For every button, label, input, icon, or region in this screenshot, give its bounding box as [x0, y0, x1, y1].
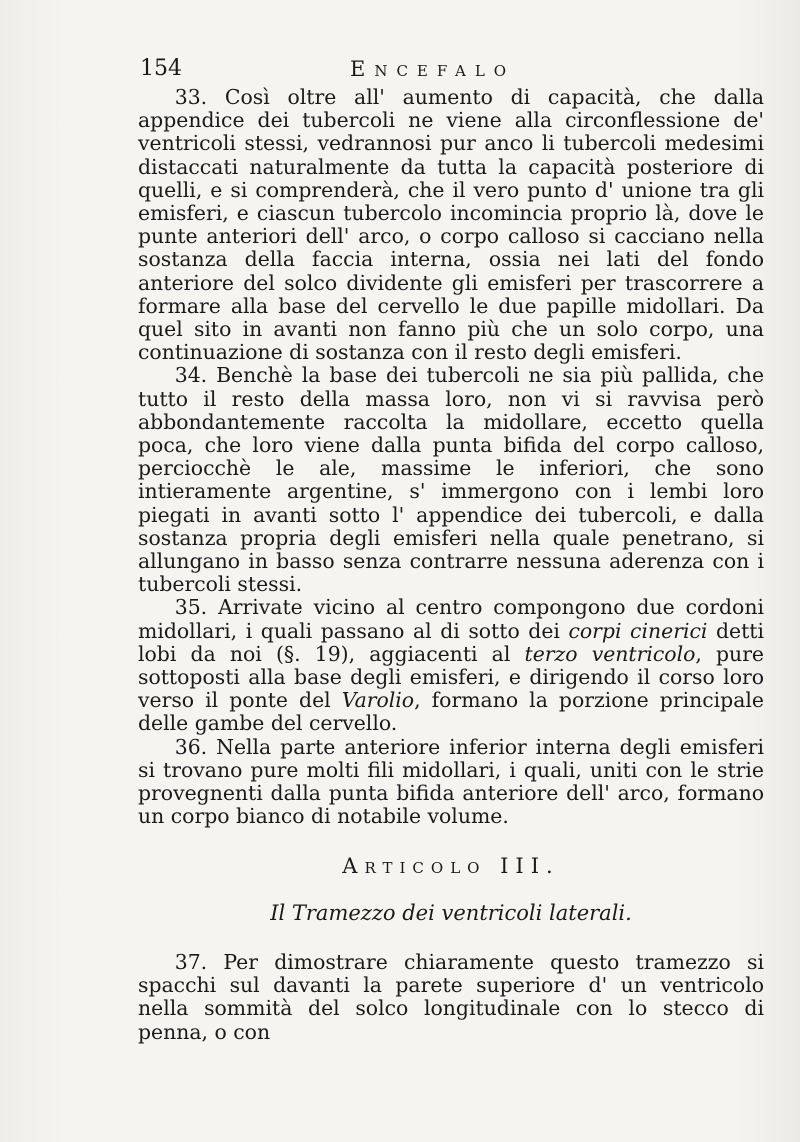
paragraph-number: 33.	[174, 85, 208, 109]
paragraph-number: 35.	[174, 595, 208, 620]
paragraph-text: , formano la porzione principale delle gambe del cervello.	[138, 688, 764, 736]
italic-term: Varolio	[341, 688, 415, 713]
page-number: 154	[140, 56, 182, 81]
paragraph-34	[138, 364, 764, 596]
paragraph-text: Per dimostrare chiaramente questo tramezzo si spacchi sul davanti la parete superiore d' un ventricolo nella sommità del solco longitudinale con lo stecco di penna, o con	[138, 949, 764, 1044]
italic-term: terzo ventricolo	[524, 641, 696, 666]
paragraph-text: Benchè la base dei tubercoli ne sia più pallida, che tutto il resto della massa loro, non vi si ravvisa però abbondantemente raccolta la midollare, eccetto quella poca, che loro viene dalla punta bifida del corpo calloso, perciocchè le ale, massime le inferiori, che sono intieramente argentine, s' immergono con i lembi loro piegati in avanti sotto l' appendice dei tubercoli, e dalla sostanza propria degli emisferi nella quale penetrano, si allungano in basso senza contrarre nessuna aderenza con i tubercoli stessi.	[138, 363, 765, 597]
paragraph-text: detti lobi da noi (§. 19), aggiacenti al	[138, 618, 765, 666]
paragraph-37	[138, 951, 764, 1044]
paragraph-number: 37.	[174, 949, 208, 974]
article-heading: Articolo III.	[342, 853, 560, 878]
running-title: Encefalo	[350, 57, 516, 81]
paragraph-35	[138, 596, 764, 735]
paragraph-number: 36.	[174, 734, 208, 759]
article-subtitle: Il Tramezzo dei ventricoli laterali.	[270, 900, 632, 925]
body-text	[138, 86, 764, 1044]
paragraph-text: Nella parte anteriore inferior interna degli emisferi si trovano pure molti fili midollari, i quali, uniti con le strie provegnenti dalla punta bifida anteriore dell' arco, formano un corpo bianco di notabile volume.	[138, 734, 765, 829]
paragraph-33	[138, 86, 764, 364]
paragraph-text: Arrivate vicino al centro compongono due cordoni midollari, i quali passano al di sotto dei	[138, 595, 764, 643]
italic-term: corpi cinerici	[568, 618, 708, 643]
paragraph-text: Così oltre all' aumento di capacità, che dalla appendice dei tubercoli ne viene alla circonflessione de' ventricoli stessi, vedrannosi pur anco li tubercoli medesimi distaccati naturalmente da tutta la capacità posteriore di quelli, e si comprenderà, che il vero punto d' unione tra gli emisferi, e ciascun tubercolo incomincia proprio là, dove le punte anteriori dell' arco, o corpo calloso si cacciano nella sostanza della faccia interna, ossia nei lati del fondo anteriore del solco dividente gli emisferi per trascorrere a formare alla base del cervello le due papille midollari. Da quel sito in avanti non fanno più che un solo corpo, una continuazione di sostanza con il resto degli emisferi.	[138, 85, 764, 365]
paragraph-text: , pure sottoposti alla base degli emisferi, e dirigendo il corso loro verso il ponte del	[138, 641, 765, 713]
paragraph-number: 34.	[174, 363, 208, 388]
page-header	[140, 52, 760, 86]
paragraph-36	[138, 736, 764, 829]
